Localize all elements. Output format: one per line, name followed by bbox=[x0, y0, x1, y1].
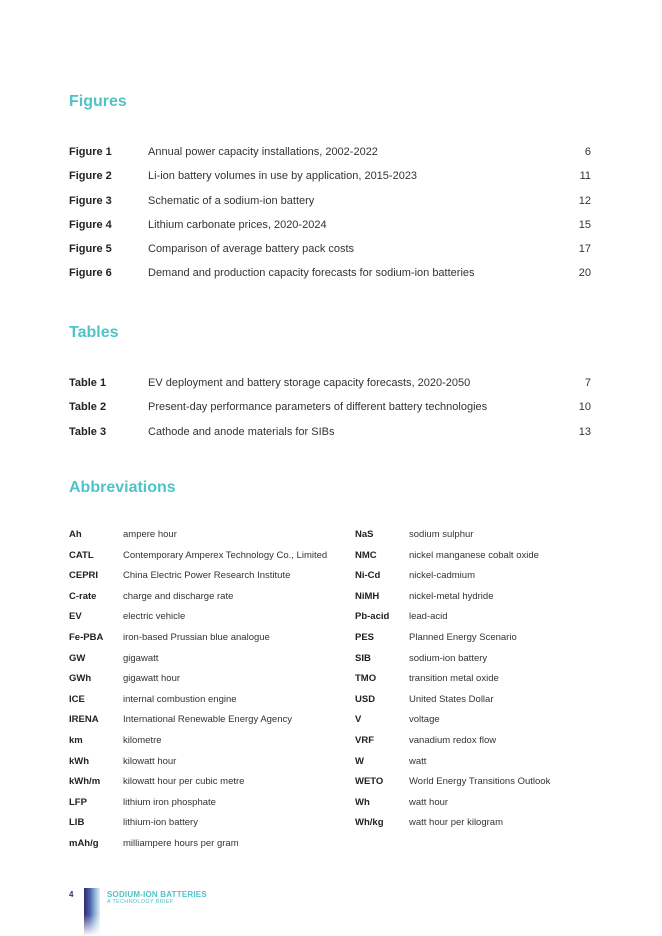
abbreviation-term: Fe-PBA bbox=[69, 631, 104, 643]
figure-page: 11 bbox=[579, 170, 591, 183]
abbreviation-term: km bbox=[69, 734, 83, 746]
abbreviation-entry bbox=[355, 755, 595, 776]
abbreviation-definition: nickel-cadmium bbox=[409, 570, 475, 582]
table-entry[interactable] bbox=[69, 425, 591, 449]
figure-title: Lithium carbonate prices, 2020-2024 bbox=[148, 218, 327, 231]
abbreviation-definition: lead-acid bbox=[409, 611, 448, 623]
abbreviation-entry bbox=[355, 672, 595, 693]
abbreviation-term: kWh/m bbox=[69, 776, 101, 788]
abbreviation-definition: milliampere hours per gram bbox=[123, 837, 239, 849]
abbreviation-definition: electric vehicle bbox=[123, 611, 186, 623]
abbreviation-entry bbox=[69, 775, 339, 796]
figures-list bbox=[69, 145, 591, 291]
abbreviation-entry bbox=[355, 549, 595, 570]
figure-label: Figure 3 bbox=[69, 194, 112, 207]
figure-entry[interactable] bbox=[69, 145, 591, 169]
abbreviation-term: CEPRI bbox=[69, 570, 99, 582]
table-title: Cathode and anode materials for SIBs bbox=[148, 425, 335, 438]
table-label: Table 1 bbox=[69, 377, 107, 389]
abbreviations-right-column bbox=[355, 528, 595, 837]
tables-list bbox=[69, 376, 591, 449]
footer-subtitle: A TECHNOLOGY BRIEF bbox=[107, 899, 174, 905]
abbreviation-entry bbox=[355, 693, 595, 714]
abbreviation-entry bbox=[69, 816, 339, 837]
abbreviation-definition: vanadium redox flow bbox=[409, 734, 497, 746]
abbreviation-term: V bbox=[355, 714, 362, 726]
figure-entry[interactable] bbox=[69, 169, 591, 193]
abbreviation-term: LIB bbox=[69, 817, 85, 829]
abbreviation-entry bbox=[69, 755, 339, 776]
abbreviation-definition: International Renewable Energy Agency bbox=[123, 714, 293, 726]
figure-page: 6 bbox=[584, 146, 591, 158]
figure-label: Figure 1 bbox=[69, 146, 112, 158]
abbreviation-definition: internal combustion engine bbox=[123, 693, 237, 705]
table-page: 10 bbox=[578, 401, 591, 414]
abbreviation-term: VRF bbox=[355, 734, 374, 746]
abbreviation-entry bbox=[69, 549, 339, 570]
abbreviation-entry bbox=[69, 693, 339, 714]
abbreviation-definition: gigawatt hour bbox=[123, 673, 181, 685]
abbreviation-entry bbox=[69, 672, 339, 693]
abbreviation-definition: watt hour bbox=[409, 796, 449, 808]
abbreviation-term: ICE bbox=[69, 693, 85, 705]
abbreviation-term: C-rate bbox=[69, 590, 97, 602]
abbreviation-definition: United States Dollar bbox=[409, 693, 494, 705]
abbreviation-definition: kilometre bbox=[123, 734, 162, 746]
abbreviation-term: TMO bbox=[355, 673, 377, 685]
abbreviation-definition: nickel-metal hydride bbox=[409, 590, 494, 602]
abbreviation-definition: lithium-ion battery bbox=[123, 817, 198, 829]
abbreviation-definition: Planned Energy Scenario bbox=[409, 631, 517, 643]
page-footer bbox=[69, 888, 269, 936]
figure-title: Comparison of average battery pack costs bbox=[148, 243, 355, 256]
abbreviation-entry bbox=[69, 796, 339, 817]
figure-label: Figure 4 bbox=[69, 218, 112, 231]
abbreviation-term: USD bbox=[355, 693, 376, 705]
figure-label: Figure 6 bbox=[69, 267, 112, 280]
gradient-bar-decoration bbox=[84, 888, 100, 936]
abbreviation-term: W bbox=[355, 755, 364, 767]
abbreviation-definition: kilowatt hour bbox=[123, 755, 177, 767]
figure-title: Demand and production capacity forecasts for sodium-ion batteries bbox=[148, 267, 475, 280]
abbreviation-entry bbox=[355, 652, 595, 673]
table-entry[interactable] bbox=[69, 376, 591, 400]
abbreviation-term: Ni-Cd bbox=[355, 570, 381, 582]
abbreviation-definition: gigawatt bbox=[123, 652, 159, 664]
figure-entry[interactable] bbox=[69, 266, 591, 290]
abbreviation-term: mAh/g bbox=[69, 837, 99, 849]
figure-title: Li-ion battery volumes in use by application, 2015-2023 bbox=[148, 170, 418, 183]
abbreviation-term: Ah bbox=[69, 529, 82, 540]
abbreviation-term: LFP bbox=[69, 796, 87, 808]
abbreviation-entry bbox=[69, 610, 339, 631]
table-title: EV deployment and battery storage capacity forecasts, 2020-2050 bbox=[148, 377, 471, 389]
abbreviation-definition: China Electric Power Research Institute bbox=[123, 570, 291, 582]
abbreviation-entry bbox=[69, 528, 339, 549]
abbreviation-term: GW bbox=[69, 652, 86, 664]
abbreviation-term: WETO bbox=[355, 776, 384, 788]
abbreviation-definition: transition metal oxide bbox=[409, 673, 499, 685]
abbreviation-entry bbox=[69, 590, 339, 611]
abbreviation-definition: sodium-ion battery bbox=[409, 652, 488, 664]
table-page: 7 bbox=[584, 377, 591, 389]
abbreviation-entry bbox=[355, 775, 595, 796]
figure-entry[interactable] bbox=[69, 194, 591, 218]
abbreviation-definition: lithium iron phosphate bbox=[123, 796, 216, 808]
abbreviation-definition: voltage bbox=[409, 714, 440, 726]
table-label: Table 3 bbox=[69, 425, 107, 438]
figure-page: 17 bbox=[578, 243, 591, 256]
abbreviation-entry bbox=[69, 734, 339, 755]
abbreviation-term: Pb-acid bbox=[355, 611, 390, 623]
abbreviation-term: NiMH bbox=[355, 590, 380, 602]
abbreviation-entry bbox=[69, 713, 339, 734]
abbreviation-definition: kilowatt hour per cubic metre bbox=[123, 776, 245, 788]
abbreviation-definition: World Energy Transitions Outlook bbox=[409, 776, 551, 788]
table-label: Table 2 bbox=[69, 401, 107, 414]
abbreviation-definition: ampere hour bbox=[123, 529, 177, 540]
abbreviations-left-column bbox=[69, 528, 339, 858]
abbreviation-term: NaS bbox=[355, 529, 374, 540]
figure-title: Schematic of a sodium-ion battery bbox=[148, 194, 315, 207]
abbreviation-entry bbox=[355, 528, 595, 549]
abbreviation-entry bbox=[69, 631, 339, 652]
abbreviation-term: CATL bbox=[69, 549, 94, 561]
abbreviation-entry bbox=[355, 610, 595, 631]
abbreviations-heading: Abbreviations bbox=[69, 479, 176, 496]
abbreviation-entry bbox=[355, 569, 595, 590]
abbreviation-definition: watt hour per kilogram bbox=[409, 817, 503, 829]
abbreviation-entry bbox=[69, 837, 339, 858]
abbreviation-definition: sodium sulphur bbox=[409, 529, 474, 540]
abbreviation-term: Wh bbox=[355, 796, 370, 808]
abbreviation-definition: nickel manganese cobalt oxide bbox=[409, 549, 539, 561]
figure-label: Figure 5 bbox=[69, 243, 112, 256]
abbreviation-entry bbox=[355, 631, 595, 652]
abbreviation-entry bbox=[355, 590, 595, 611]
footer-title: SODIUM-ION BATTERIES bbox=[107, 890, 207, 899]
figure-page: 15 bbox=[578, 218, 591, 231]
abbreviation-term: EV bbox=[69, 611, 82, 623]
abbreviation-definition: charge and discharge rate bbox=[123, 590, 234, 602]
abbreviation-entry bbox=[69, 652, 339, 673]
abbreviation-term: SIB bbox=[355, 652, 371, 664]
table-entry[interactable] bbox=[69, 400, 591, 424]
abbreviation-definition: watt bbox=[409, 755, 427, 767]
abbreviation-term: GWh bbox=[69, 673, 92, 685]
figure-entry[interactable] bbox=[69, 242, 591, 266]
abbreviation-term: PES bbox=[355, 631, 375, 643]
abbreviation-term: NMC bbox=[355, 549, 377, 561]
abbreviation-entry bbox=[355, 734, 595, 755]
abbreviation-term: Wh/kg bbox=[355, 817, 384, 829]
abbreviation-definition: Contemporary Amperex Technology Co., Limited bbox=[123, 549, 328, 561]
table-title: Present-day performance parameters of different battery technologies bbox=[148, 401, 488, 414]
abbreviation-entry bbox=[355, 816, 595, 837]
page-number: 4 bbox=[69, 890, 74, 899]
figure-title: Annual power capacity installations, 2002-2022 bbox=[148, 146, 378, 158]
figure-page: 12 bbox=[578, 194, 591, 207]
abbreviation-entry bbox=[355, 796, 595, 817]
tables-heading: Tables bbox=[69, 324, 119, 341]
figure-page: 20 bbox=[578, 267, 591, 280]
figure-entry[interactable] bbox=[69, 218, 591, 242]
figures-heading: Figures bbox=[69, 93, 127, 110]
abbreviation-definition: iron-based Prussian blue analogue bbox=[123, 631, 270, 643]
abbreviation-term: kWh bbox=[69, 755, 90, 767]
table-page: 13 bbox=[578, 425, 591, 438]
abbreviation-entry bbox=[69, 569, 339, 590]
abbreviation-term: IRENA bbox=[69, 714, 99, 726]
figure-label: Figure 2 bbox=[69, 170, 112, 183]
abbreviation-entry bbox=[355, 713, 595, 734]
